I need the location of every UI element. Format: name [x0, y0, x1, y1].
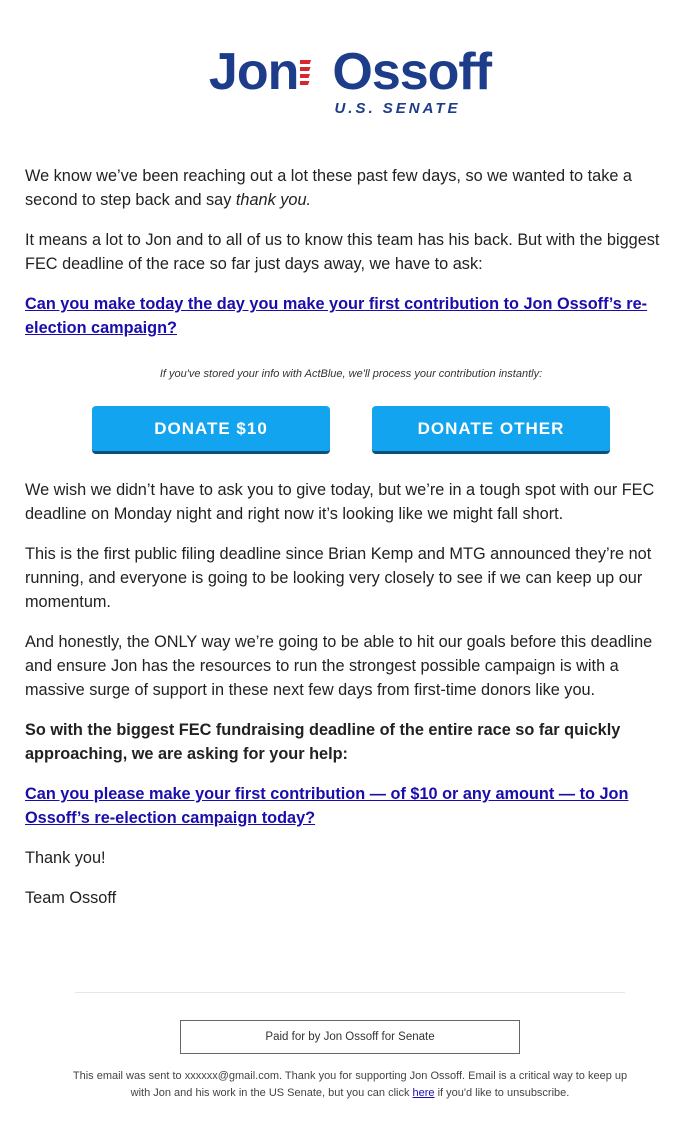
- footer-text-main: This email was sent to xxxxxx@gmail.com. Thank you for supporting Jon Ossoff. Email is a critical way to keep up with Jon and his work in the US Senate, but you can click: [72, 1070, 628, 1099]
- logo-first-name: Jon: [208, 43, 299, 101]
- actblue-note: If you've stored your info with ActBlue, we'll process your contribution instantly:: [159, 368, 543, 380]
- logo-wordmark: [209, 44, 491, 100]
- paragraph-ask: It means a lot to Jon and to all of us to know this team has his back. But with the biggest FEC deadline of the race so far just days away, we have to ask:: [25, 231, 660, 273]
- cta-paragraph-2: [25, 782, 677, 830]
- contribution-link-1[interactable]: Can you make today the day you make your first contribution to Jon Ossoff’s re-election campaign?: [25, 295, 648, 337]
- paragraph-intro-emphasis: thank you.: [235, 191, 312, 209]
- paragraph-filing-deadline: This is the first public filing deadline since Brian Kemp and MTG announced they’re not running, and everyone is going to be looking very closely to see if we can keep up our momentum.: [25, 545, 652, 611]
- paragraph-tough-spot: We wish we didn’t have to ask you to give today, but we’re in a tough spot with our FEC deadline on Monday night and right now it’s looking like we might fall short.: [25, 481, 655, 523]
- contribution-link-2[interactable]: Can you please make your first contribution — of $10 or any amount — to Jon Ossoff’s re-election campaign today?: [25, 785, 629, 827]
- donate-10-button[interactable]: DONATE $10: [92, 406, 330, 454]
- unsubscribe-link[interactable]: here: [412, 1087, 435, 1099]
- donate-other-button[interactable]: DONATE OTHER: [372, 406, 610, 454]
- footer-text: [70, 1068, 630, 1102]
- logo-flag-icon: [300, 52, 330, 92]
- paragraph-intro-text: We know we’ve been reaching out a lot these past few days, so we wanted to take a second to step back and say: [25, 167, 632, 209]
- footer-divider: [75, 992, 625, 993]
- email-body: [25, 164, 677, 926]
- logo-last-name: Ossoff: [332, 43, 492, 101]
- paid-for-disclaimer: Paid for by Jon Ossoff for Senate: [180, 1020, 520, 1054]
- paragraph-goals: And honestly, the ONLY way we’re going to be able to hit our goals before this deadline and ensure Jon has the resources to run the strongest possible campaign is with a massive surge of support in these next few days from first-time donors like you.: [25, 633, 653, 699]
- paragraph-thanks: Thank you!: [25, 849, 106, 867]
- signature: Team Ossoff: [25, 889, 117, 907]
- logo-subtitle: U.S. SENATE: [334, 100, 461, 117]
- paragraph-asking-help: So with the biggest FEC fundraising deadline of the entire race so far quickly approaching, we are asking for your help:: [25, 721, 621, 763]
- cta-paragraph-1: [25, 292, 677, 340]
- footer-text-end: if you'd like to unsubscribe.: [434, 1087, 570, 1099]
- campaign-logo: [0, 44, 700, 117]
- donate-button-row: [25, 406, 677, 454]
- paragraph-intro: [25, 164, 677, 212]
